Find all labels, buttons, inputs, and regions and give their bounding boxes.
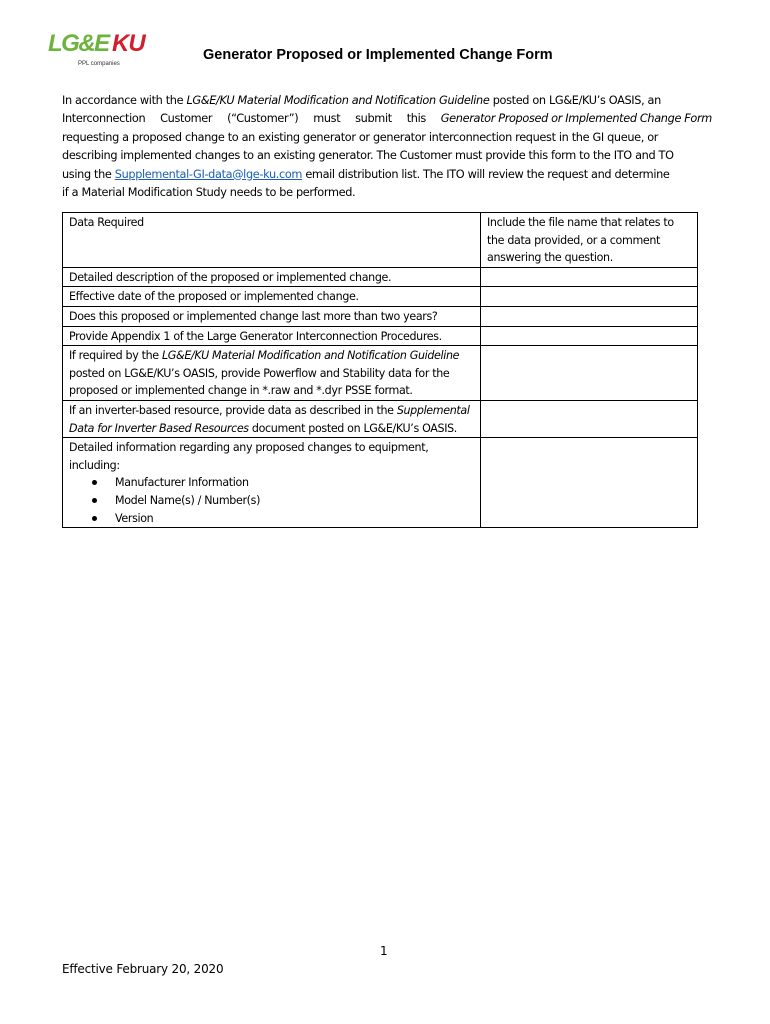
intro-word: submit xyxy=(355,112,392,126)
table-row xyxy=(63,400,698,437)
table-row xyxy=(63,267,698,287)
intro-word: Interconnection xyxy=(62,112,146,126)
row-duration: Does this proposed or implemented change last more than two years? xyxy=(63,306,481,326)
list-item-label: Version xyxy=(115,511,154,525)
response-cell[interactable] xyxy=(481,326,698,346)
response-cell[interactable] xyxy=(481,400,698,437)
table-row xyxy=(63,287,698,307)
response-cell[interactable] xyxy=(481,287,698,307)
header-data-required: Data Required xyxy=(63,213,481,268)
response-cell[interactable] xyxy=(481,438,698,528)
list-item xyxy=(115,492,474,510)
header-file-name: Include the file name that relates to the data provided, or a comment answering the question. xyxy=(481,213,698,268)
bullet-icon xyxy=(92,480,97,485)
row-text: document posted on LG&E/KU’s OASIS. xyxy=(248,421,457,435)
intro-word: (“Customer”) xyxy=(227,112,299,126)
table-row xyxy=(63,306,698,326)
bullet-icon xyxy=(92,516,97,521)
data-required-table xyxy=(62,212,698,528)
list-item xyxy=(115,474,474,492)
intro-line-3: requesting a proposed change to an existing generator or generator interconnection request in the GI queue, or xyxy=(62,130,659,144)
table-header-row xyxy=(63,213,698,268)
table-row xyxy=(63,326,698,346)
response-cell[interactable] xyxy=(481,346,698,401)
row-inverter xyxy=(63,400,481,437)
bullet-icon xyxy=(92,498,97,503)
row-text: If required by the xyxy=(69,349,162,363)
table-row xyxy=(63,346,698,401)
table-row xyxy=(63,438,698,528)
guideline-title: LG&E/KU Material Modification and Notification Guideline xyxy=(186,94,490,107)
intro-word: must xyxy=(313,112,341,126)
row-description: Detailed description of the proposed or implemented change. xyxy=(63,267,481,287)
ku-logo-text: KU xyxy=(112,30,145,57)
email-link[interactable]: Supplemental-GI-data@lge-ku.com xyxy=(114,167,303,181)
list-item-label: Model Name(s) / Number(s) xyxy=(115,493,261,507)
lge-ku-logo xyxy=(48,30,158,74)
lge-logo-text: LG&E xyxy=(48,30,109,57)
list-item xyxy=(115,510,474,528)
row-appendix: Provide Appendix 1 of the Large Generator Interconnection Procedures. xyxy=(63,326,481,346)
page-title: Generator Proposed or Implemented Change Form xyxy=(203,47,553,63)
row-effective-date: Effective date of the proposed or implemented change. xyxy=(63,287,481,307)
intro-line-1 xyxy=(62,92,712,110)
intro-line-6: if a Material Modification Study needs to be performed. xyxy=(62,186,356,200)
row-equipment xyxy=(63,438,481,528)
response-cell[interactable] xyxy=(481,267,698,287)
intro-line-4: describing implemented changes to an existing generator. The Customer must provide this form to the ITO and TO xyxy=(62,149,674,163)
response-cell[interactable] xyxy=(481,306,698,326)
intro-text: In accordance with the xyxy=(62,94,187,107)
guideline-title: LG&E/KU Material Modification and Notification Guideline xyxy=(161,349,460,363)
intro-word: Customer xyxy=(160,112,213,126)
intro-paragraph xyxy=(62,92,712,202)
intro-text: using the xyxy=(62,167,115,181)
supplemental-doc-title: Supplemental Data for Inverter Based Resources xyxy=(69,403,470,435)
intro-text: email distribution list. The ITO will review the request and determine xyxy=(302,167,670,181)
intro-text: posted on LG&E/KU’s OASIS, an xyxy=(489,94,661,107)
list-item-label: Manufacturer Information xyxy=(115,476,249,490)
intro-line-5 xyxy=(62,166,712,184)
page-number: 1 xyxy=(380,944,388,958)
intro-word: this xyxy=(406,112,426,126)
equipment-list xyxy=(69,474,474,527)
form-title-italic: Generator Proposed or Implemented Change Form xyxy=(440,112,712,126)
intro-line-2 xyxy=(62,110,712,128)
row-text: posted on LG&E/KU’s OASIS, provide Powerflow and Stability data for the proposed or implemented change in *.raw and *.dyr PSSE format. xyxy=(69,366,450,398)
row-text: Detailed information regarding any proposed changes to equipment, including: xyxy=(69,441,429,472)
row-powerflow xyxy=(63,346,481,401)
footer-effective-date: Effective February 20, 2020 xyxy=(62,962,224,976)
row-text: If an inverter-based resource, provide data as described in the xyxy=(69,403,397,417)
ppl-tagline: PPL companies xyxy=(78,61,120,67)
